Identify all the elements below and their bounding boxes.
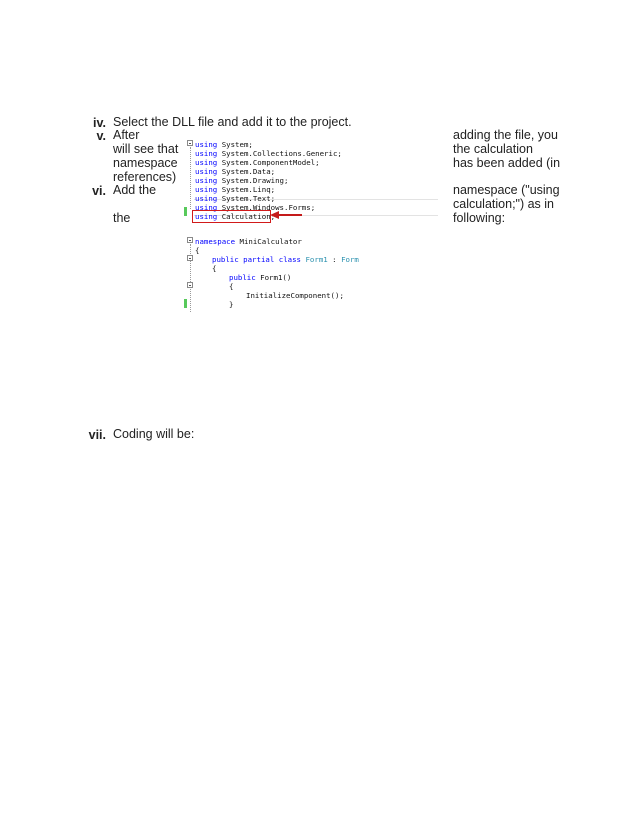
code-using-line: using System; (195, 140, 253, 149)
step-vi-left-3: the (113, 211, 131, 225)
code-brace-line: { (195, 246, 200, 255)
step-v-left-2: will see that (113, 142, 179, 156)
step-vi-right-1: namespace ("using (453, 183, 560, 197)
step-vi-right-3: following: (453, 211, 506, 225)
step-text-iv: Select the DLL file and add it to the project. (113, 115, 352, 129)
step-v-right-2: the calculation (453, 142, 533, 156)
code-using-line: using System.Drawing; (195, 176, 289, 185)
red-arrow-shaft (278, 214, 302, 216)
code-namespace-line: namespace MiniCalculator (195, 237, 302, 246)
step-number-vi: vi. (92, 184, 106, 198)
step-number-vii: vii. (88, 428, 106, 442)
code-using-line: using System.Data; (195, 167, 276, 176)
code-using-line: using System.Linq; (195, 185, 276, 194)
code-editor-screenshot (182, 136, 438, 312)
highlight-box (192, 210, 271, 223)
code-brace-line: { (229, 282, 234, 291)
code-brace-line: { (212, 264, 217, 273)
change-marker (184, 207, 187, 216)
code-using-calculation-line: using Calculation; (195, 212, 276, 221)
change-marker (184, 299, 187, 308)
collapse-icon (187, 237, 193, 243)
step-v-right-3: has been added (in (453, 156, 561, 170)
step-vi-left-1: Add the (113, 183, 157, 197)
step-v-right-1: adding the file, you (453, 128, 558, 142)
code-using-line: using System.Windows.Forms; (195, 203, 316, 212)
step-v-left-1: After (113, 128, 140, 142)
step-v-left-4: references) (113, 170, 177, 184)
collapse-icon (187, 282, 193, 288)
code-using-line: using System.Text; (195, 194, 276, 203)
collapse-icon (187, 255, 193, 261)
outline-guide (190, 147, 191, 209)
code-class-line: public partial class Form1 : Form (212, 255, 359, 264)
code-using-line: using System.Collections.Generic; (195, 149, 342, 158)
code-init-line: InitializeComponent(); (246, 291, 344, 300)
code-brace-line: } (229, 300, 234, 309)
step-number-v: v. (96, 129, 106, 143)
step-vi-right-2: calculation;") as in (453, 197, 555, 211)
step-v-left-3: namespace (113, 156, 178, 170)
code-using-line: using System.ComponentModel; (195, 158, 320, 167)
collapse-icon (187, 140, 193, 146)
step-number-iv: iv. (93, 116, 106, 130)
step-text-vii: Coding will be: (113, 427, 195, 441)
code-constructor-line: public Form1() (229, 273, 292, 282)
